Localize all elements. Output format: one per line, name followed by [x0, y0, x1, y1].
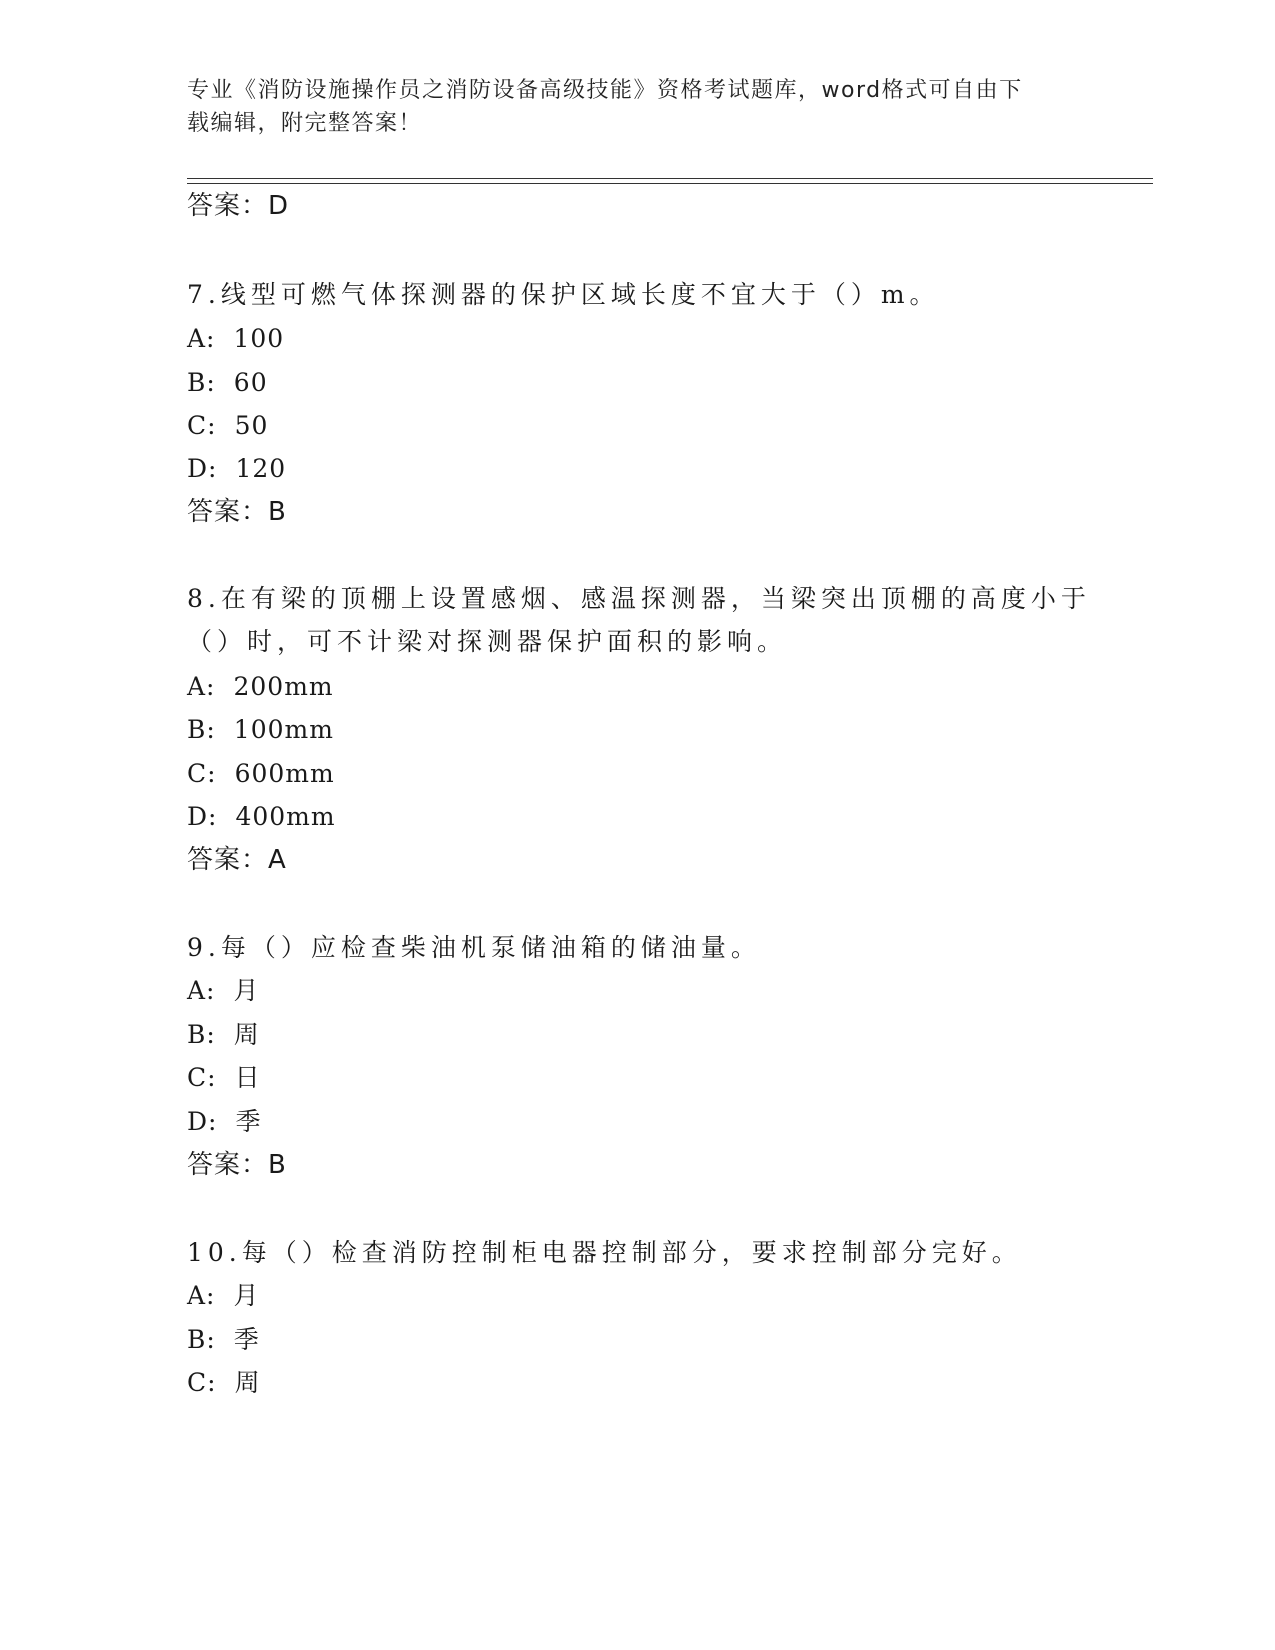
- answer-line: [187, 844, 287, 876]
- question-text: 8.在有梁的顶棚上设置感烟、感温探测器，当梁突出顶棚的高度小于: [187, 584, 1091, 613]
- option-label: D:: [187, 1107, 218, 1136]
- option-line: [187, 1367, 261, 1399]
- answer-line: [187, 190, 289, 222]
- option-line: [187, 714, 334, 746]
- option-label: D:: [187, 802, 218, 831]
- option-line: [187, 1019, 260, 1051]
- option-label: A:: [187, 672, 216, 701]
- option-line: [187, 1106, 261, 1138]
- option-label: A:: [187, 1281, 216, 1310]
- answer-prefix: 答案：: [187, 191, 269, 221]
- answer-prefix: 答案：: [187, 845, 269, 875]
- option-line: [187, 1062, 261, 1094]
- option-text: 100mm: [233, 715, 334, 744]
- question-text: 7.线型可燃气体探测器的保护区域长度不宜大于（）m。: [187, 280, 940, 309]
- option-label: B:: [187, 1020, 216, 1049]
- option-text: 100: [233, 324, 285, 353]
- header-divider-top: [187, 178, 1153, 179]
- option-label: C:: [187, 759, 217, 788]
- option-label: A:: [187, 324, 216, 353]
- answer-line: [187, 1149, 287, 1181]
- option-label: D:: [187, 454, 218, 483]
- question-text-continued: （）时，可不计梁对探测器保护面积的影响。: [187, 627, 788, 656]
- answer-prefix: 答案：: [187, 497, 269, 527]
- option-text: 季: [233, 1325, 260, 1354]
- option-text: 季: [235, 1107, 262, 1136]
- header-line-1: 专业《消防设施操作员之消防设备高级技能》资格考试题库，word格式可自由下: [187, 78, 1023, 103]
- option-label: C:: [187, 1368, 217, 1397]
- answer-value: A: [268, 845, 287, 875]
- header-line-2: 载编辑，附完整答案！: [187, 111, 423, 136]
- option-line: [187, 1324, 260, 1356]
- option-label: A:: [187, 976, 216, 1005]
- option-text: 50: [234, 411, 269, 440]
- option-text: 月: [233, 976, 260, 1005]
- question-text: 10.每（）检查消防控制柜电器控制部分，要求控制部分完好。: [187, 1238, 1022, 1267]
- answer-value: D: [268, 191, 290, 221]
- option-text: 400mm: [235, 802, 336, 831]
- option-label: B:: [187, 715, 216, 744]
- option-label: B:: [187, 368, 216, 397]
- option-text: 日: [234, 1063, 261, 1092]
- option-text: 200mm: [233, 672, 334, 701]
- option-label: C:: [187, 411, 217, 440]
- option-text: 周: [233, 1020, 260, 1049]
- option-text: 120: [235, 454, 287, 483]
- option-text: 周: [234, 1368, 261, 1397]
- option-text: 60: [233, 368, 268, 397]
- option-line: [187, 410, 268, 442]
- option-label: B:: [187, 1325, 216, 1354]
- answer-value: B: [268, 497, 287, 527]
- option-line: [187, 671, 334, 703]
- option-label: C:: [187, 1063, 217, 1092]
- option-text: 600mm: [234, 759, 335, 788]
- question-text: 9.每（）应检查柴油机泵储油箱的储油量。: [187, 933, 761, 962]
- option-line: [187, 801, 336, 833]
- option-line: [187, 367, 268, 399]
- answer-value: B: [268, 1150, 287, 1180]
- option-line: [187, 323, 284, 355]
- answer-line: [187, 496, 287, 528]
- option-text: 月: [233, 1281, 260, 1310]
- document-header: [187, 74, 1067, 140]
- answer-prefix: 答案：: [187, 1150, 269, 1180]
- header-divider-bottom: [187, 183, 1153, 184]
- option-line: [187, 1280, 260, 1312]
- option-line: [187, 975, 260, 1007]
- option-line: [187, 758, 335, 790]
- option-line: [187, 453, 286, 485]
